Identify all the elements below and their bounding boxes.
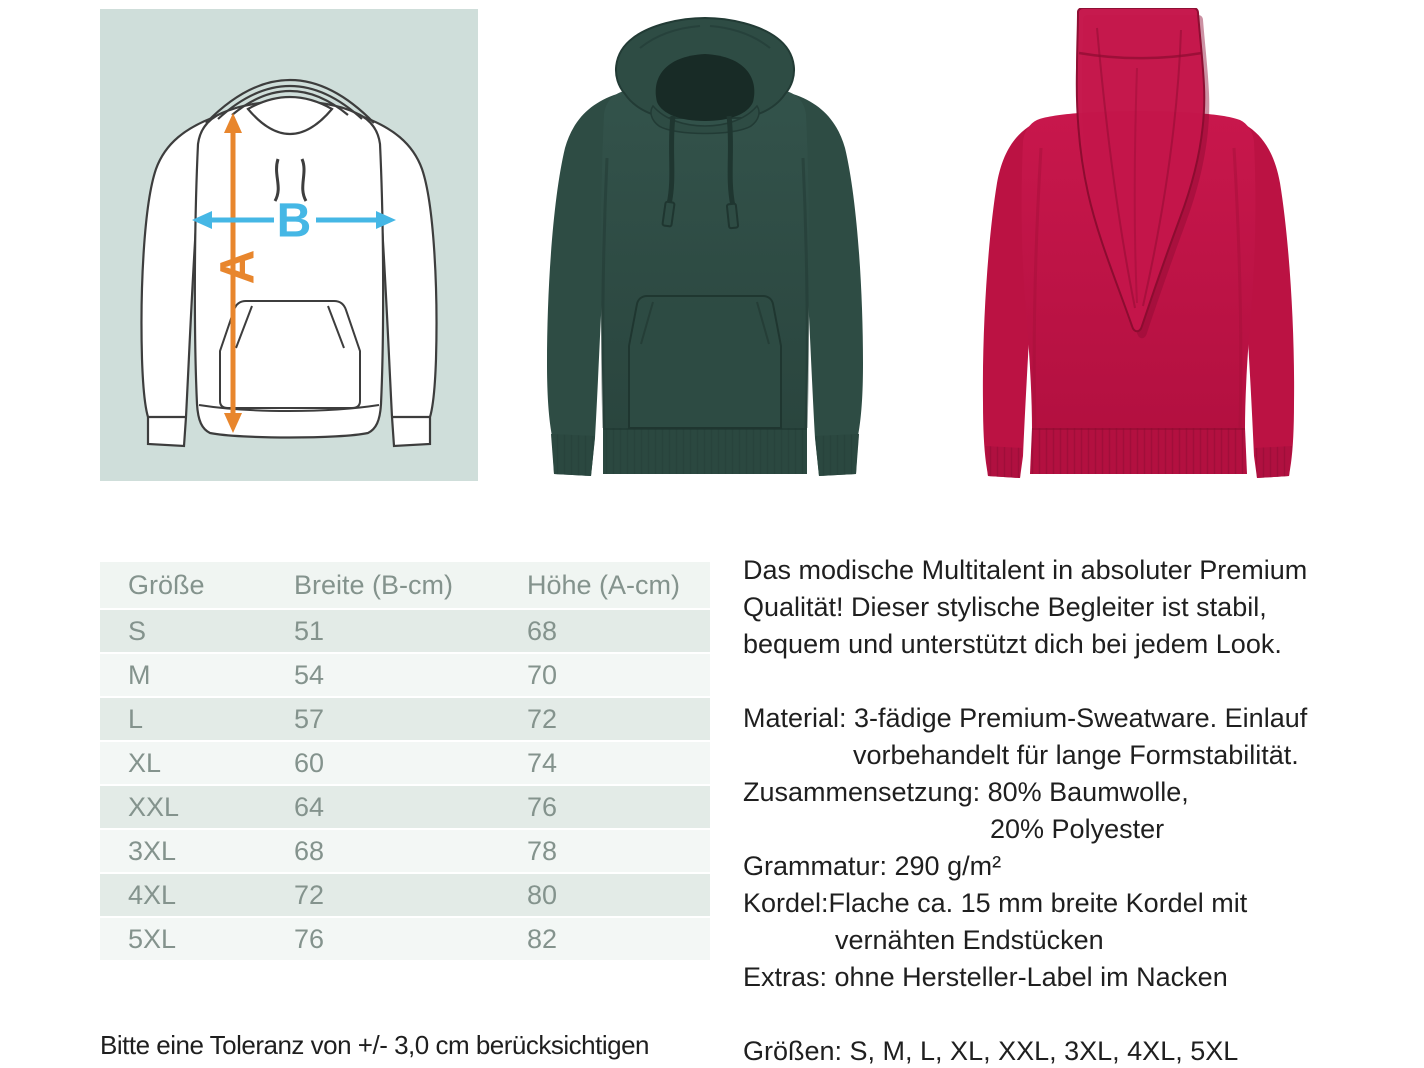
size-table-header [100, 562, 710, 608]
product-image-front [505, 8, 905, 493]
description-line: 20% Polyester [990, 814, 1165, 844]
size-table [100, 562, 710, 962]
column-header-hoehe: Höhe (A-cm) [527, 570, 681, 600]
description-line: Material: 3-fädige Premium-Sweatware. Einlauf [743, 703, 1308, 733]
column-header-groesse: Größe [128, 570, 205, 600]
tolerance-note: Bitte eine Toleranz von +/- 3,0 cm berücksichtigen [100, 1030, 649, 1060]
size-diagram-panel [100, 9, 478, 481]
cell-breite: 72 [294, 880, 325, 910]
back-hem [1030, 428, 1247, 474]
product-description [743, 552, 1424, 1068]
description-line: Das modische Multitalent in absoluter Premium [743, 555, 1308, 585]
cell-hoehe: 78 [527, 836, 558, 866]
cell-breite: 54 [294, 660, 325, 690]
cell-breite: 60 [294, 748, 325, 778]
size-table-row-s [100, 610, 710, 652]
size-table-row-l [100, 698, 710, 740]
description-line: Kordel:Flache ca. 15 mm breite Kordel mit [743, 888, 1248, 918]
cell-hoehe: 80 [527, 880, 558, 910]
description-line [743, 996, 1424, 1033]
cell-size: XXL [128, 792, 180, 822]
cell-size: XL [128, 748, 162, 778]
size-table-row-xl [100, 742, 710, 784]
description-line: Zusammensetzung: 80% Baumwolle, [743, 777, 1189, 807]
description-line: Größen: S, M, L, XL, XXL, 3XL, 4XL, 5XL [743, 1036, 1239, 1066]
description-line: vorbehandelt für lange Formstabilität. [853, 740, 1299, 770]
cell-hoehe: 76 [527, 792, 558, 822]
cell-size: S [128, 616, 147, 646]
cell-breite: 68 [294, 836, 325, 866]
hoodie-back-illustration [945, 8, 1330, 490]
cell-hoehe: 70 [527, 660, 558, 690]
description-line [743, 663, 1424, 700]
size-table-row-4xl [100, 874, 710, 916]
hoodie-front-illustration [505, 8, 905, 493]
size-diagram [100, 9, 478, 481]
cell-hoehe: 74 [527, 748, 558, 778]
size-table-row-xxl [100, 786, 710, 828]
cell-hoehe: 68 [527, 616, 558, 646]
front-hem [603, 428, 807, 474]
label-a: A [211, 249, 265, 285]
description-line: bequem und unterstützt dich bei jedem Look. [743, 629, 1282, 659]
cell-hoehe: 82 [527, 924, 558, 954]
cell-breite: 51 [294, 616, 325, 646]
cell-breite: 64 [294, 792, 325, 822]
front-pocket [629, 296, 781, 428]
cell-size: L [128, 704, 144, 734]
size-table-body [100, 610, 710, 960]
size-table-row-m [100, 654, 710, 696]
column-header-breite: Breite (B-cm) [294, 570, 454, 600]
description-line: Grammatur: 290 g/m² [743, 851, 1002, 881]
size-table-row-3xl [100, 830, 710, 872]
cell-size: 3XL [128, 836, 177, 866]
cell-size: 5XL [128, 924, 177, 954]
cell-breite: 57 [294, 704, 325, 734]
description-line: vernähten Endstücken [835, 925, 1104, 955]
cell-hoehe: 72 [527, 704, 558, 734]
size-table-row-5xl [100, 918, 710, 960]
description-line: Extras: ohne Hersteller-Label im Nacken [743, 962, 1228, 992]
cell-size: 4XL [128, 880, 177, 910]
label-b: B [276, 194, 312, 248]
description-line: Qualität! Dieser stylische Begleiter ist stabil, [743, 592, 1267, 622]
cell-breite: 76 [294, 924, 325, 954]
product-image-back [945, 8, 1330, 490]
cell-size: M [128, 660, 151, 690]
